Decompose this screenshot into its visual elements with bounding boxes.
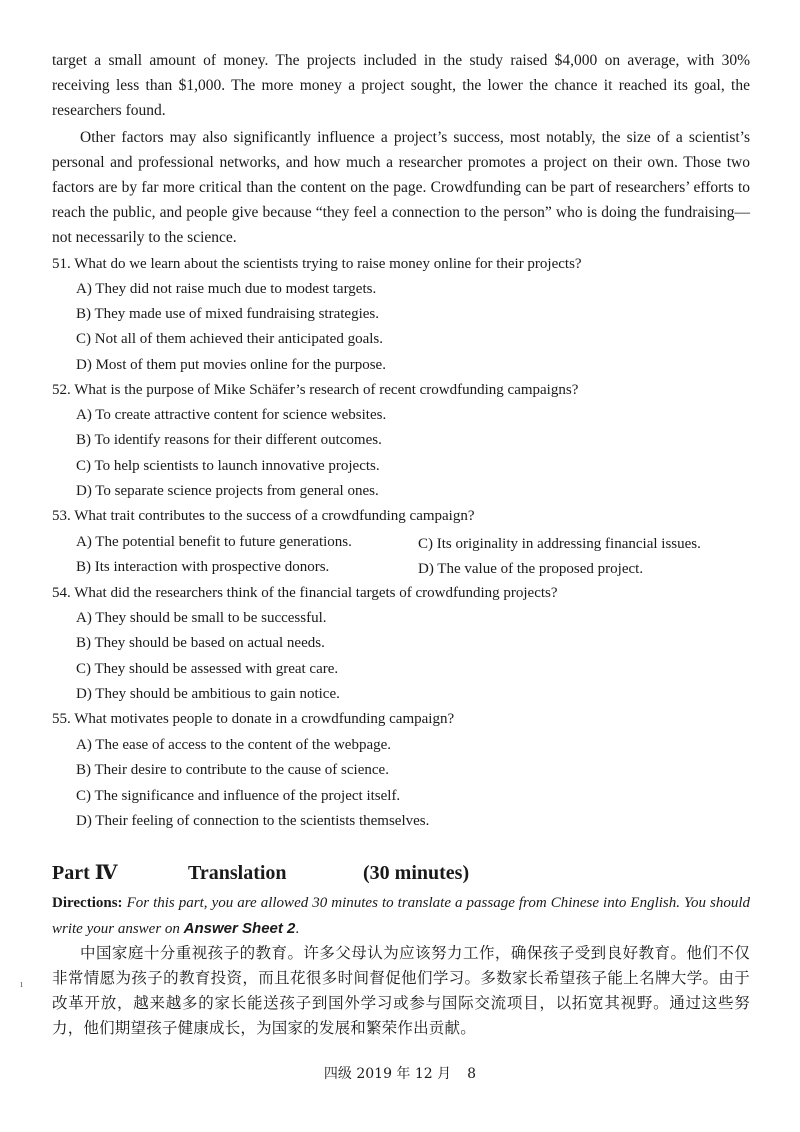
directions (52, 891, 750, 942)
q54-option-d[interactable]: D) They should be ambitious to gain notice. (76, 686, 340, 702)
translation-passage: 中国家庭十分重视孩子的教育。许多父母认为应该努力工作，确保孩子受到良好教育。他们不仅非常情愿为孩子的教育投资，而且花很多时间督促他们学习。多数家长希望孩子能上名牌大学。由于改革开放，越来越多的家长能送孩子到国外学习或参与国际交流项目，以拓宽其视野。通过这些努力，他们期望孩子健康成长，为国家的发展和繁荣作出贡献。 (52, 944, 750, 1037)
answer-sheet-ref: Answer Sheet 2 (183, 920, 296, 937)
part-label: Part Ⅳ (52, 862, 118, 884)
q52-option-a[interactable]: A) To create attractive content for science websites. (76, 407, 387, 423)
q54-option-c[interactable]: C) They should be assessed with great care. (76, 661, 339, 677)
footer-page-number: 8 (467, 1066, 477, 1082)
margin-tick: ı (20, 978, 24, 990)
q53-option-d[interactable]: D) The value of the proposed project. (418, 561, 644, 577)
question-55-stem: 55. What motivates people to donate in a crowdfunding campaign? (52, 711, 455, 727)
q51-option-d[interactable]: D) Most of them put movies online for the purpose. (76, 357, 386, 373)
q55-option-d[interactable]: D) Their feeling of connection to the scientists themselves. (76, 813, 430, 829)
passage-paragraph-1: target a small amount of money. The projects included in the study raised $4,000 on average, with 30% receiving less than $1,000. The more money a project sought, the lower the chance it reached its goal, the researchers found. (52, 52, 750, 119)
q55-option-c[interactable]: C) The significance and influence of the project itself. (76, 788, 401, 804)
q51-option-b[interactable]: B) They made use of mixed fundraising strategies. (76, 306, 379, 322)
question-53-stem: 53. What trait contributes to the success of a crowdfunding campaign? (52, 508, 475, 524)
q55-option-a[interactable]: A) The ease of access to the content of the webpage. (76, 737, 392, 753)
q52-option-d[interactable]: D) To separate science projects from general ones. (76, 483, 379, 499)
q54-option-a[interactable]: A) They should be small to be successful. (76, 610, 327, 626)
part-time: (30 minutes) (363, 862, 470, 884)
directions-end: . (295, 921, 300, 937)
q55-option-b[interactable]: B) Their desire to contribute to the cause of science. (76, 762, 389, 778)
directions-text: For this part, you are allowed 30 minutes to translate a passage from Chinese into English. You should write your answer on (52, 895, 751, 937)
q51-option-a[interactable]: A) They did not raise much due to modest targets. (76, 281, 377, 297)
q52-option-c[interactable]: C) To help scientists to launch innovative projects. (76, 458, 380, 474)
q53-option-b[interactable]: B) Its interaction with prospective donors. (76, 559, 330, 575)
question-51-stem: 51. What do we learn about the scientists trying to raise money online for their projects? (52, 256, 582, 272)
part-heading (52, 858, 752, 888)
q52-option-b[interactable]: B) To identify reasons for their different outcomes. (76, 432, 382, 448)
question-54-stem: 54. What did the researchers think of the financial targets of crowdfunding projects? (52, 585, 558, 601)
part-name: Translation (188, 862, 287, 884)
q54-option-b[interactable]: B) They should be based on actual needs. (76, 635, 325, 651)
footer-exam: 四级 2019 年 12 月 (323, 1066, 452, 1082)
passage-paragraph-2: Other factors may also significantly influence a project’s success, most notably, the size of a scientist’s personal and professional networks, and how much a researcher promotes a project on their own. Those two factors are by far more critical than the content on the page. Crowdfunding can be part of researchers’ efforts to reach the public, and people give because “they feel a connection to the person” who is doing the fundraising—not necessarily to the science. (52, 129, 750, 246)
q51-option-c[interactable]: C) Not all of them achieved their anticipated goals. (76, 331, 383, 347)
directions-label: Directions: (52, 895, 123, 911)
q53-option-c[interactable]: C) Its originality in addressing financial issues. (418, 536, 701, 552)
question-52-stem: 52. What is the purpose of Mike Schäfer’s research of recent crowdfunding campaigns? (52, 382, 579, 398)
page-footer (0, 1064, 800, 1084)
q53-option-a[interactable]: A) The potential benefit to future generations. (76, 534, 352, 550)
